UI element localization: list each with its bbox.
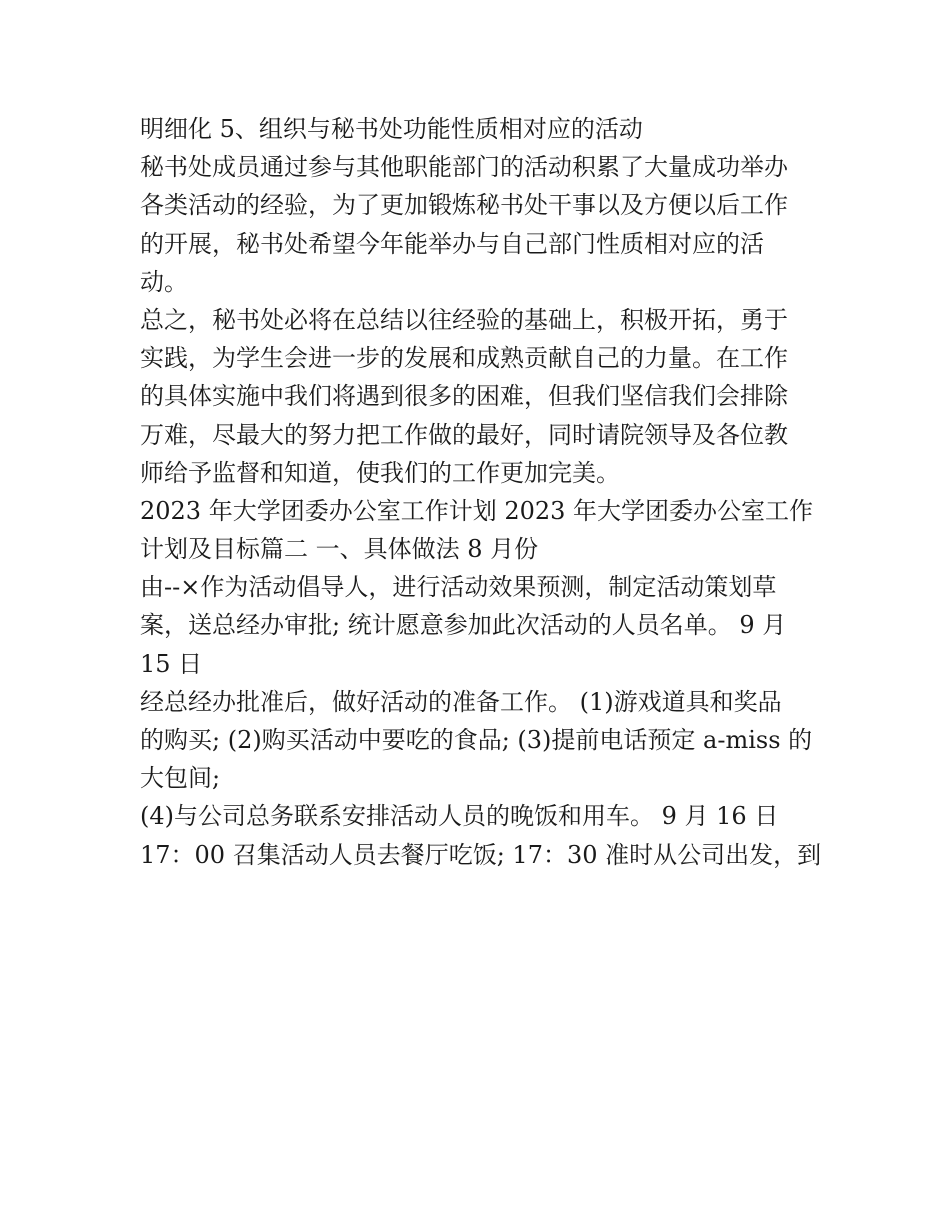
text-line: 2023 年大学团委办公室工作计划 2023 年大学团委办公室工作	[140, 496, 814, 525]
text-line: 万难，尽最大的努力把工作做的最好，同时请院领导及各位教	[140, 420, 788, 449]
text-line: 明细化 5、组织与秘书处功能性质相对应的活动	[140, 115, 643, 143]
text-line: 秘书处成员通过参与其他职能部门的活动积累了大量成功举办	[140, 153, 788, 182]
document-body	[140, 110, 820, 874]
text-line: 的开展，秘书处希望今年能举办与自己部门性质相对应的活	[140, 229, 764, 258]
text-line: 总之，秘书处必将在总结以往经验的基础上，积极开拓，勇于	[140, 305, 788, 334]
text-line: 的购买; (2)购买活动中要吃的食品; (3)提前电话预定 a-miss 的	[140, 726, 813, 754]
text-line: 经总经办批准后，做好活动的准备工作。 (1)游戏道具和奖品	[140, 687, 782, 716]
text-line: 的具体实施中我们将遇到很多的困难，但我们坚信我们会排除	[140, 382, 788, 411]
text-line: 师给予监督和知道，使我们的工作更加完美。	[140, 458, 620, 487]
text-line: 15 日	[140, 649, 203, 678]
text-line: 由--×作为活动倡导人，进行活动效果预测，制定活动策划草	[140, 573, 777, 602]
text-line: 实践，为学生会进一步的发展和成熟贡献自己的力量。在工作	[140, 344, 788, 373]
text-line: 动。	[140, 267, 188, 296]
text-line: (4)与公司总务联系安排活动人员的晚饭和用车。 9 月 16 日	[140, 802, 779, 831]
text-line: 各类活动的经验，为了更加锻炼秘书处干事以及方便以后工作	[140, 191, 788, 220]
text-line: 大包间;	[140, 764, 221, 793]
text-line: 计划及目标篇二 一、具体做法 8 月份	[140, 535, 539, 564]
text-line: 案，送总经办审批; 统计愿意参加此次活动的人员名单。 9 月	[140, 611, 787, 640]
text-line: 17：00 召集活动人员去餐厅吃饭; 17：30 准时从公司出发，到	[140, 840, 822, 869]
